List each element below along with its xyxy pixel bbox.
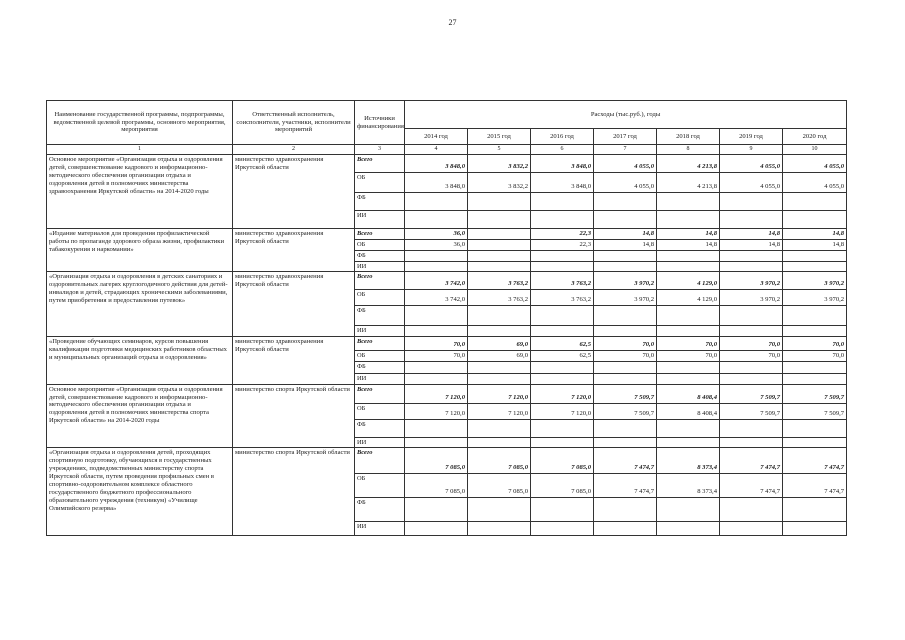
expense-value: 7 474,7 bbox=[594, 448, 657, 474]
expense-value bbox=[531, 522, 594, 536]
funding-source: ФБ bbox=[355, 251, 405, 262]
expense-value bbox=[531, 437, 594, 448]
funding-source: ФБ bbox=[355, 498, 405, 522]
expense-value bbox=[468, 306, 531, 326]
expense-value: 7 120,0 bbox=[531, 384, 594, 403]
executor: министерство здравоохранения Иркутской области bbox=[233, 229, 355, 272]
expense-value: 7 509,7 bbox=[783, 403, 847, 419]
header-year: 2019 год bbox=[720, 129, 783, 145]
expense-value: 4 055,0 bbox=[594, 173, 657, 193]
expense-value: 22,3 bbox=[531, 229, 594, 240]
executor: министерство спорта Иркутской области bbox=[233, 448, 355, 536]
expense-value: 3 848,0 bbox=[405, 173, 468, 193]
funding-source: ИИ bbox=[355, 211, 405, 229]
expense-value: 3 848,0 bbox=[531, 155, 594, 173]
expense-value bbox=[657, 193, 720, 211]
expense-value bbox=[783, 437, 847, 448]
table-row bbox=[47, 229, 847, 240]
expense-value: 3 970,2 bbox=[720, 272, 783, 290]
expense-value: 7 474,7 bbox=[783, 448, 847, 474]
expense-value: 3 970,2 bbox=[783, 272, 847, 290]
expense-value bbox=[720, 373, 783, 384]
expense-value: 7 474,7 bbox=[594, 474, 657, 498]
expense-value: 14,8 bbox=[783, 240, 847, 251]
expense-value: 70,0 bbox=[783, 351, 847, 362]
funding-source: ФБ bbox=[355, 361, 405, 373]
funding-source: Всего bbox=[355, 337, 405, 351]
expense-value: 7 120,0 bbox=[468, 403, 531, 419]
expense-value bbox=[468, 437, 531, 448]
expense-value: 70,0 bbox=[594, 337, 657, 351]
expense-value bbox=[531, 306, 594, 326]
expense-value bbox=[657, 498, 720, 522]
expense-value bbox=[783, 306, 847, 326]
expense-value: 4 055,0 bbox=[720, 173, 783, 193]
expense-value bbox=[657, 211, 720, 229]
expense-value bbox=[468, 522, 531, 536]
expense-value: 4 055,0 bbox=[783, 155, 847, 173]
column-number: 8 bbox=[657, 145, 720, 155]
expense-value bbox=[531, 211, 594, 229]
expense-value: 3 970,2 bbox=[594, 272, 657, 290]
funding-source: ОБ bbox=[355, 474, 405, 498]
expense-value bbox=[720, 522, 783, 536]
expense-value bbox=[531, 326, 594, 337]
expense-value bbox=[468, 419, 531, 437]
page-number: 27 bbox=[448, 18, 457, 27]
expense-value bbox=[468, 361, 531, 373]
expense-value bbox=[783, 419, 847, 437]
expense-value: 3 763,2 bbox=[468, 290, 531, 306]
expense-value bbox=[594, 373, 657, 384]
expense-value: 7 120,0 bbox=[468, 384, 531, 403]
expense-value bbox=[720, 193, 783, 211]
expense-value: 7 509,7 bbox=[720, 384, 783, 403]
expense-value bbox=[468, 251, 531, 262]
expense-value: 70,0 bbox=[594, 351, 657, 362]
expense-value bbox=[594, 261, 657, 272]
expense-value: 4 213,8 bbox=[657, 173, 720, 193]
expense-value: 70,0 bbox=[405, 351, 468, 362]
expense-value: 14,8 bbox=[657, 229, 720, 240]
expense-value: 7 085,0 bbox=[531, 474, 594, 498]
expense-value bbox=[720, 437, 783, 448]
expense-value: 14,8 bbox=[720, 240, 783, 251]
budget-table bbox=[46, 100, 847, 536]
expense-value bbox=[657, 419, 720, 437]
expense-value bbox=[657, 251, 720, 262]
table-body bbox=[47, 155, 847, 536]
expense-value: 3 970,2 bbox=[720, 290, 783, 306]
expense-value bbox=[531, 251, 594, 262]
funding-source: Всего bbox=[355, 155, 405, 173]
expense-value: 7 509,7 bbox=[594, 403, 657, 419]
expense-value: 4 055,0 bbox=[594, 155, 657, 173]
expense-value: 4 129,0 bbox=[657, 272, 720, 290]
header-year: 2020 год bbox=[783, 129, 847, 145]
table-row bbox=[47, 384, 847, 403]
column-number: 4 bbox=[405, 145, 468, 155]
header-name: Наименование государственной программы, подпрограммы, ведомственной целевой программы, основного мероприятия, мероприятия bbox=[47, 101, 233, 145]
expense-value: 4 129,0 bbox=[657, 290, 720, 306]
expense-value: 36,0 bbox=[405, 240, 468, 251]
expense-value: 69,0 bbox=[468, 337, 531, 351]
funding-source: ИИ bbox=[355, 261, 405, 272]
header-year: 2016 год bbox=[531, 129, 594, 145]
expense-value: 7 085,0 bbox=[468, 448, 531, 474]
expense-value: 70,0 bbox=[783, 337, 847, 351]
expense-value: 14,8 bbox=[657, 240, 720, 251]
funding-source: Всего bbox=[355, 384, 405, 403]
expense-value: 3 742,0 bbox=[405, 290, 468, 306]
funding-source: Всего bbox=[355, 229, 405, 240]
expense-value: 69,0 bbox=[468, 351, 531, 362]
expense-value: 36,0 bbox=[405, 229, 468, 240]
expense-value bbox=[720, 306, 783, 326]
expense-value bbox=[657, 326, 720, 337]
header-year: 2015 год bbox=[468, 129, 531, 145]
measure-name: «Организация отдыха и оздоровления в детских санаториях и оздоровительных лагерях круглогодичного действия для детей-инвалидов и детей, страдающих хроническими заболеваниями, путем приобретения и предоставления путевок» bbox=[47, 272, 233, 337]
column-number: 1 bbox=[47, 145, 233, 155]
expense-value: 3 970,2 bbox=[783, 290, 847, 306]
header-executor: Ответственный исполнитель, соисполнители, участники, исполнители мероприятий bbox=[233, 101, 355, 145]
expense-value: 70,0 bbox=[405, 337, 468, 351]
expense-value bbox=[720, 251, 783, 262]
expense-value: 4 055,0 bbox=[783, 173, 847, 193]
expense-value bbox=[405, 193, 468, 211]
measure-name: «Организация отдыха и оздоровления детей, проходящих спортивную подготовку, обучающихся в государственных учреждениях, подведомственных министерству спорта Иркутской области, путем проведения профильных смен в спортивно-оздоровительном комплексе областного государственного бюджетного профессионального образовательного учреждения (техникум) «Училище Олимпийского резерва» bbox=[47, 448, 233, 536]
executor: министерство здравоохранения Иркутской области bbox=[233, 272, 355, 337]
expense-value bbox=[405, 251, 468, 262]
funding-source: ОБ bbox=[355, 290, 405, 306]
expense-value bbox=[783, 373, 847, 384]
expense-value: 14,8 bbox=[594, 229, 657, 240]
expense-value: 3 763,2 bbox=[531, 290, 594, 306]
header-year: 2018 год bbox=[657, 129, 720, 145]
expense-value bbox=[720, 361, 783, 373]
column-number: 2 bbox=[233, 145, 355, 155]
expense-value: 7 085,0 bbox=[531, 448, 594, 474]
expense-value bbox=[783, 193, 847, 211]
expense-value: 3 832,2 bbox=[468, 173, 531, 193]
expense-value: 7 120,0 bbox=[405, 384, 468, 403]
expense-value bbox=[531, 361, 594, 373]
expense-value bbox=[405, 211, 468, 229]
funding-source: Всего bbox=[355, 272, 405, 290]
expense-value: 3 832,2 bbox=[468, 155, 531, 173]
expense-value: 7 120,0 bbox=[405, 403, 468, 419]
expense-value bbox=[468, 261, 531, 272]
funding-source: ИИ bbox=[355, 326, 405, 337]
expense-value bbox=[468, 211, 531, 229]
expense-value: 7 085,0 bbox=[468, 474, 531, 498]
column-number: 7 bbox=[594, 145, 657, 155]
expense-value bbox=[720, 498, 783, 522]
expense-value bbox=[468, 240, 531, 251]
table-row bbox=[47, 272, 847, 290]
expense-value: 7 474,7 bbox=[783, 474, 847, 498]
expense-value: 4 213,8 bbox=[657, 155, 720, 173]
funding-source: ИИ bbox=[355, 437, 405, 448]
expense-value bbox=[594, 361, 657, 373]
expense-value: 7 474,7 bbox=[720, 474, 783, 498]
funding-source: ФБ bbox=[355, 193, 405, 211]
funding-source: ОБ bbox=[355, 403, 405, 419]
funding-source: ОБ bbox=[355, 173, 405, 193]
expense-value bbox=[657, 306, 720, 326]
column-number: 10 bbox=[783, 145, 847, 155]
expense-value bbox=[720, 211, 783, 229]
column-number: 9 bbox=[720, 145, 783, 155]
expense-value: 7 120,0 bbox=[531, 403, 594, 419]
executor: министерство здравоохранения Иркутской области bbox=[233, 337, 355, 385]
expense-value bbox=[783, 251, 847, 262]
expense-value bbox=[405, 306, 468, 326]
expense-value bbox=[468, 193, 531, 211]
expense-value: 7 085,0 bbox=[405, 474, 468, 498]
expense-value bbox=[657, 522, 720, 536]
expense-value: 8 408,4 bbox=[657, 384, 720, 403]
expense-value: 4 055,0 bbox=[720, 155, 783, 173]
header-expenses: Расходы (тыс.руб.), годы bbox=[405, 101, 847, 129]
expense-value: 7 474,7 bbox=[720, 448, 783, 474]
expense-value bbox=[783, 522, 847, 536]
expense-value: 62,5 bbox=[531, 337, 594, 351]
expense-value bbox=[405, 419, 468, 437]
expense-value bbox=[594, 498, 657, 522]
expense-value bbox=[783, 211, 847, 229]
expense-value: 3 970,2 bbox=[594, 290, 657, 306]
expense-value bbox=[594, 306, 657, 326]
expense-value: 7 509,7 bbox=[594, 384, 657, 403]
column-number: 3 bbox=[355, 145, 405, 155]
expense-value: 3 763,2 bbox=[531, 272, 594, 290]
funding-source: ОБ bbox=[355, 351, 405, 362]
funding-source: ОБ bbox=[355, 240, 405, 251]
expense-value bbox=[531, 498, 594, 522]
funding-source: Всего bbox=[355, 448, 405, 474]
header-year: 2014 год bbox=[405, 129, 468, 145]
table-row bbox=[47, 337, 847, 351]
expense-value: 3 742,0 bbox=[405, 272, 468, 290]
expense-value bbox=[657, 361, 720, 373]
expense-value bbox=[405, 498, 468, 522]
expense-value bbox=[405, 373, 468, 384]
expense-value: 8 408,4 bbox=[657, 403, 720, 419]
column-number-row bbox=[47, 145, 847, 155]
expense-value: 70,0 bbox=[720, 337, 783, 351]
expense-value bbox=[594, 522, 657, 536]
table-row bbox=[47, 155, 847, 173]
column-number: 6 bbox=[531, 145, 594, 155]
expense-value: 7 509,7 bbox=[720, 403, 783, 419]
expense-value bbox=[594, 211, 657, 229]
expense-value bbox=[405, 361, 468, 373]
funding-source: ФБ bbox=[355, 306, 405, 326]
expense-value: 70,0 bbox=[657, 337, 720, 351]
expense-value bbox=[783, 261, 847, 272]
expense-value bbox=[531, 261, 594, 272]
expense-value bbox=[405, 437, 468, 448]
expense-value: 14,8 bbox=[720, 229, 783, 240]
expense-value: 8 373,4 bbox=[657, 448, 720, 474]
expense-value bbox=[468, 498, 531, 522]
expense-value bbox=[720, 261, 783, 272]
measure-name: «Издание материалов для проведения профилактической работы по пропаганде здорового образа жизни, профилактики табакокурения и наркомании» bbox=[47, 229, 233, 272]
expense-value bbox=[657, 261, 720, 272]
measure-name: Основное мероприятие «Организация отдыха и оздоровления детей, совершенствование кадрового и информационно-методического обеспечения организации отдыха и оздоровления детей в полномочиях министерства спорта Иркутской области» на 2014-2020 годы bbox=[47, 384, 233, 448]
expense-value bbox=[720, 419, 783, 437]
expense-value bbox=[657, 437, 720, 448]
expense-value bbox=[531, 373, 594, 384]
expense-value: 3 848,0 bbox=[405, 155, 468, 173]
expense-value: 8 373,4 bbox=[657, 474, 720, 498]
expense-value bbox=[405, 522, 468, 536]
expense-value: 70,0 bbox=[657, 351, 720, 362]
table-row bbox=[47, 448, 847, 474]
column-number: 5 bbox=[468, 145, 531, 155]
expense-value bbox=[720, 326, 783, 337]
expense-value bbox=[594, 419, 657, 437]
expense-value bbox=[783, 498, 847, 522]
expense-value bbox=[783, 361, 847, 373]
expense-value bbox=[405, 261, 468, 272]
expense-value bbox=[405, 326, 468, 337]
funding-source: ИИ bbox=[355, 522, 405, 536]
expense-value: 7 085,0 bbox=[405, 448, 468, 474]
measure-name: «Проведение обучающих семинаров, курсов повышения квалификации подготовки медицинских работников областных и муниципальных организаций отдыха и оздоровления» bbox=[47, 337, 233, 385]
expense-value: 7 509,7 bbox=[783, 384, 847, 403]
expense-value bbox=[531, 193, 594, 211]
funding-source: ИИ bbox=[355, 373, 405, 384]
expense-value: 14,8 bbox=[594, 240, 657, 251]
measure-name: Основное мероприятие «Организация отдыха и оздоровления детей, совершенствование кадрового и информационно-методического обеспечения организации отдыха и оздоровления детей в полномочиях министерства здравоохранения Иркутской области» на 2014-2020 годы bbox=[47, 155, 233, 229]
expense-value bbox=[531, 419, 594, 437]
expense-value bbox=[783, 326, 847, 337]
expense-value: 22,3 bbox=[531, 240, 594, 251]
expense-value bbox=[594, 251, 657, 262]
expense-value bbox=[594, 193, 657, 211]
expense-value: 14,8 bbox=[783, 229, 847, 240]
header-source: Источники финансирования bbox=[355, 101, 405, 145]
expense-value bbox=[594, 437, 657, 448]
expense-value bbox=[657, 373, 720, 384]
funding-source: ФБ bbox=[355, 419, 405, 437]
expense-value bbox=[468, 229, 531, 240]
header-year: 2017 год bbox=[594, 129, 657, 145]
executor: министерство здравоохранения Иркутской области bbox=[233, 155, 355, 229]
expense-value: 3 848,0 bbox=[531, 173, 594, 193]
expense-value bbox=[468, 373, 531, 384]
expense-value bbox=[468, 326, 531, 337]
expense-value: 3 763,2 bbox=[468, 272, 531, 290]
expense-value: 62,5 bbox=[531, 351, 594, 362]
executor: министерство спорта Иркутской области bbox=[233, 384, 355, 448]
expense-value bbox=[594, 326, 657, 337]
expense-value: 70,0 bbox=[720, 351, 783, 362]
